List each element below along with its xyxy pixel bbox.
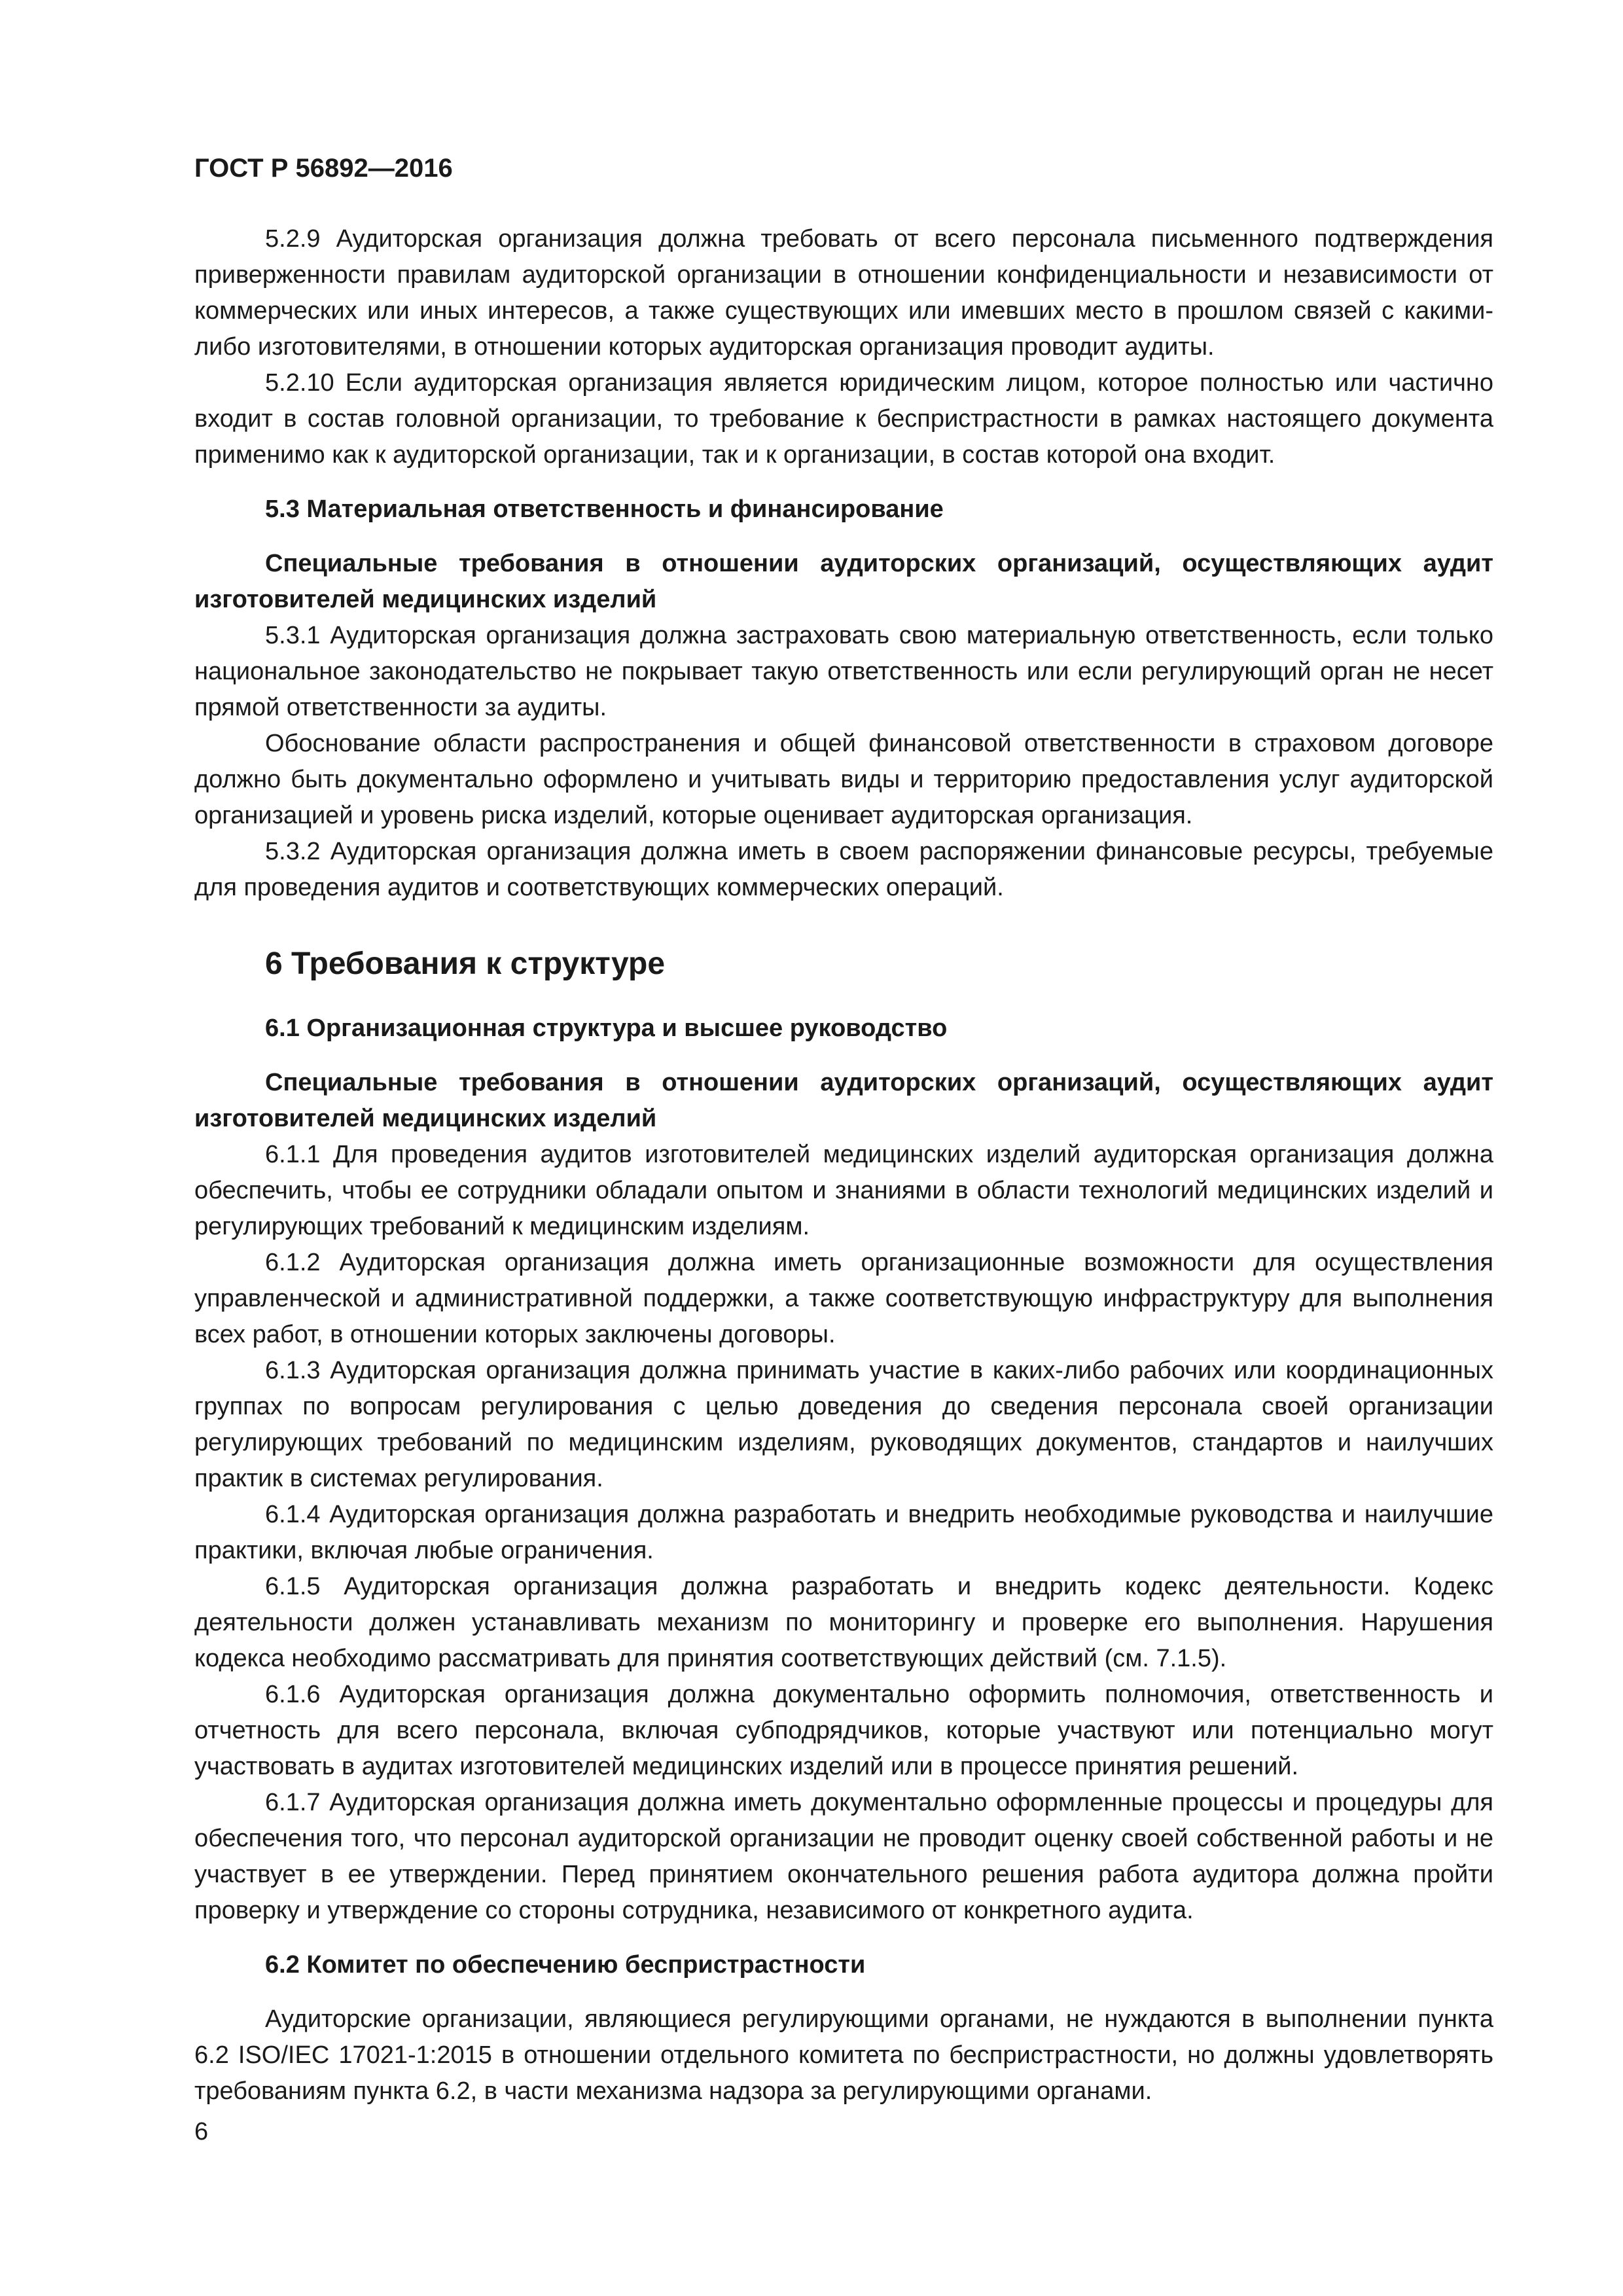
paragraph-5-2-10: 5.2.10 Если аудиторская организация является юридическим лицом, которое полностью или частично входит в состав головной организации, то требование к беспристрастности в рамках настоящего документа применимо как к аудиторской организации, так и к организации, в состав которой она входит. [194,369,1493,469]
section-6-title: 6 Требования к структуре [265,946,666,981]
paragraph-6-2: Аудиторские организации, являющиеся регулирующими органами, не нуждаются в выполнении пункта 6.2 ISO/IEC 17021-1:2015 в отношении отдельного комитета по беспристрастности, но должны удовлетворять требованиям пункта 6.2, в части механизма надзора за регулирующими органами. [194,2005,1493,2105]
spacer [194,1983,1493,2001]
page-content [194,151,1493,2109]
spacer [194,1047,1493,1065]
page-number: 6 [194,2118,209,2145]
spacer [194,473,1493,492]
paragraph-6-1-7: 6.1.7 Аудиторская организация должна иметь документально оформленные процессы и процедуры для обеспечения того, что персонал аудиторской организации не проводит оценку своей собственной работы и не участвует в ее утверждении. Перед принятием окончательного решения работа аудитора должна пройти проверку и утверждение со стороны сотрудника, независимого от конкретного аудита. [194,1789,1493,1924]
standard-code-header: ГОСТ Р 56892—2016 [194,154,453,183]
paragraph-6-1-1: 6.1.1 Для проведения аудитов изготовителей медицинских изделий аудиторская организация должна обеспечить, чтобы ее сотрудники обладали опытом и знаниями в области технологий медицинских изделий и регулирующих требований к медицинским изделиям. [194,1141,1493,1240]
paragraph-5-3-2: 5.3.2 Аудиторская организация должна иметь в своем распоряжении финансовые ресурсы, требуемые для проведения аудитов и соответствующих коммерческих операций. [194,838,1493,901]
paragraph-justification: Обоснование области распространения и общей финансовой ответственности в страховом договоре должно быть документально оформлено и учитывать виды и территорию предоставления услуг аудиторской организацией и уровень риска изделий, которые оценивает аудиторская организация. [194,730,1493,829]
heading-6-1: 6.1 Организационная структура и высшее руководство [265,1014,948,1042]
paragraph-5-3-1: 5.3.1 Аудиторская организация должна застраховать свою материальную ответственность, если только национальное законодательство не покрывает такую ответственность или если регулирующий орган не несет прямой ответственности за аудиты. [194,622,1493,721]
spacer [194,984,1493,1011]
paragraph-6-1-3: 6.1.3 Аудиторская организация должна принимать участие в каких-либо рабочих или координационных группах по вопросам регулирования с целью доведения до сведения персонала своей организации регулирующих требований по медицинским изделиям, руководящих документов, стандартов и наилучших практик в системах регулирования. [194,1357,1493,1492]
paragraph-6-1-5: 6.1.5 Аудиторская организация должна разработать и внедрить кодекс деятельности. Кодекс деятельности должен устанавливать механизм по мониторингу и проверке его выполнения. Нарушения кодекса необходимо рассматривать для принятия соответствующих действий (см. 7.1.5). [194,1573,1493,1672]
special-requirements-5-3: Специальные требования в отношении аудиторских организаций, осуществляющих аудит изготовителей медицинских изделий [194,550,1493,613]
paragraph-6-1-6: 6.1.6 Аудиторская организация должна документально оформить полномочия, ответственность и отчетность для всего персонала, включая субподрядчиков, которые участвуют или потенциально могут участвовать в аудитах изготовителей медицинских изделий или в процессе принятия решений. [194,1681,1493,1780]
spacer [194,1929,1493,1947]
paragraph-6-1-2: 6.1.2 Аудиторская организация должна иметь организационные возможности для осуществления управленческой и административной поддержки, а также соответствующую инфраструктуру для выполнения всех работ, в отношении которых заключены договоры. [194,1249,1493,1348]
special-requirements-6-1: Специальные требования в отношении аудиторских организаций, осуществляющих аудит изготовителей медицинских изделий [194,1069,1493,1132]
paragraph-5-2-9: 5.2.9 Аудиторская организация должна требовать от всего персонала письменного подтверждения приверженности правилам аудиторской организации в отношении конфиденциальности и независимости от коммерческих или иных интересов, а также существующих или имевших место в прошлом связей с какими-либо изготовителями, в отношении которых аудиторская организация проводит аудиты. [194,225,1493,361]
heading-5-3: 5.3 Материальная ответственность и финансирование [265,495,944,523]
spacer [194,528,1493,546]
heading-6-2: 6.2 Комитет по обеспечению беспристрастности [265,1951,866,1979]
spacer [194,906,1493,944]
paragraph-6-1-4: 6.1.4 Аудиторская организация должна разработать и внедрить необходимые руководства и наилучшие практики, включая любые ограничения. [194,1501,1493,1564]
